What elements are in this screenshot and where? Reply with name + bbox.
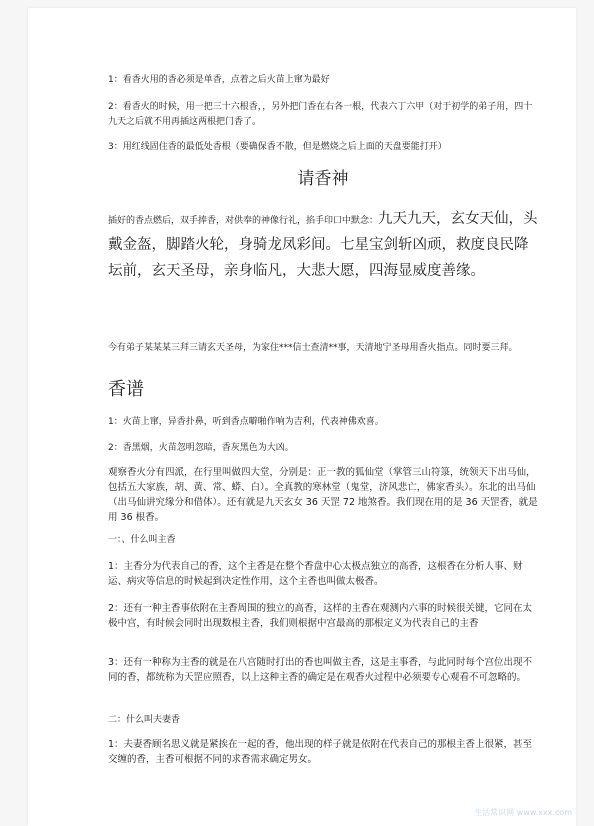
paragraph-couple-incense: 1：夫妻香顾名思义就是紧挨在一起的香，他出现的样子就是依附在代表自己的那根主香上很紧，甚至交缠的香，主香可根据不同的求香需求确定男女。 — [108, 739, 533, 765]
subheading-main-incense: 一：、什么叫主香 — [108, 535, 176, 545]
invocation-intro: 插好的香点燃后，双手捧香，对供奉的神像行礼，掐手印口中默念： — [108, 216, 379, 226]
paragraph-four-schools: 观察香火分有四派，在行里叫做四大堂，分别是：正一教的狐仙堂（掌管三山符箓，统领天下出马仙，包括五大家族，胡、黄、常、蟒、白）。全真教的寒林堂（鬼堂，济风悲亡，佛家香头）。东北的出马仙（出马仙讲究缘分和借体）。还有就是九天玄女 36 天罡 72 地煞香。我们现在用的是 36 天罡香，就是用 36 根香。 — [108, 467, 538, 523]
invocation-text: 九天九天，玄女天仙，头戴金盔，脚踏火轮，身骑龙凤彩间。七星宝剑斩凶顽，救度良民降坛前，玄天圣母，亲身临凡，大悲大愿，四海显威度善缘。 — [108, 211, 538, 279]
paragraph-prayer: 今有弟子某某某三拜三请玄天圣母，为家住***信士查清**事，天清地宁圣母用香火指点。同时要三拜。 — [108, 343, 518, 353]
section-title: 请香神 — [297, 169, 349, 189]
section-heading: 香谱 — [108, 379, 144, 400]
paragraph-incense-rule-3: 3：用红线固住香的最低处香根（要确保香不散，但是燃烧之后上面的天盘要能打开） — [108, 142, 447, 152]
paragraph-incense-rule-2: 2：看香火的时候，用一把三十六根香，，另外把门香在右各一根，代表六丁六甲（对于初学的弟子用，四十九天之后就不用再插这两根把门香了。 — [108, 102, 533, 127]
watermark-text: 生活常识网 www.xxx.com — [474, 808, 572, 817]
paragraph-bad-sign: 2：香黑烟，火苗忽明忽暗，香灰黑色为大凶。 — [108, 443, 294, 453]
paragraph-main-incense-1: 1：主香分为代表自己的香，这个主香是在整个香盘中心太极点独立的高香，这根香在分析人事、财运、病灾等信息的时候起到决定性作用，这个主香也叫做太极香。 — [108, 561, 523, 587]
paragraph-good-sign: 1：火苗上窜，异香扑鼻，听到香点噼啪作响为吉利，代表神佛欢喜。 — [108, 417, 384, 427]
subheading-couple-incense: 二：什么叫夫妻香 — [108, 715, 181, 725]
paragraph-incense-rule-1: 1：看香火用的香必须是单香，点着之后火苗上窜为最好 — [108, 75, 330, 85]
invocation-paragraph — [108, 206, 538, 284]
paragraph-main-incense-3: 3：还有一种称为主香的就是在八宫随时打出的香也叫做主香，这是主事香，与此同时每个宫位出现不同的香，都统称为天罡应照香，以上这种主香的确定是在观香火过程中必须要专心观看不可忽略的。 — [108, 657, 533, 683]
paragraph-main-incense-2: 2：还有一种主香事依附在主香周围的独立的高香，这样的主香在观测内六事的时候很关键，它同在太极中宫，有时候会同时出现数根主香，我们则根据中宫最高的那根定义为代表自己的主香 — [108, 603, 533, 629]
document-page — [28, 8, 576, 826]
